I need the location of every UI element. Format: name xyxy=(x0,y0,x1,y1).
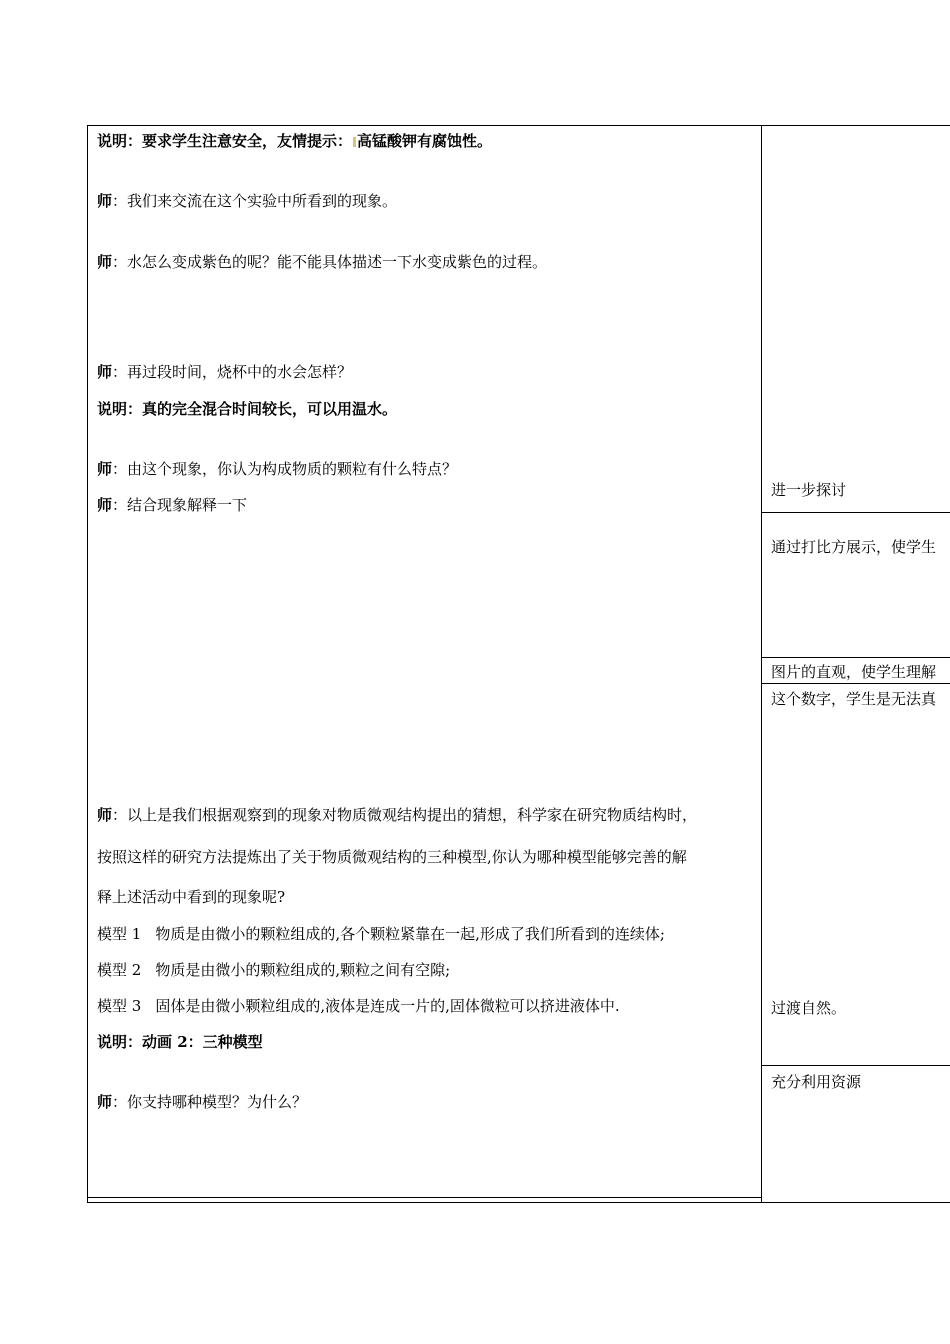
teacher-tag: 师 xyxy=(97,1093,113,1111)
note-image: 图片的直观，使学生理解 xyxy=(771,663,937,681)
table-bottom-border xyxy=(87,1202,950,1203)
teacher-text: ：再过段时间，烧杯中的水会怎样？ xyxy=(112,363,353,381)
teacher-tag: 师 xyxy=(97,806,113,824)
model-1 xyxy=(97,923,665,944)
right-row-divider-3 xyxy=(761,683,950,684)
teacher-line-4 xyxy=(97,458,457,479)
note-safety-text: 说明：要求学生注意安全，友情提示： xyxy=(97,132,353,150)
teacher-line-3 xyxy=(97,361,352,382)
teacher-tag: 师 xyxy=(97,363,113,381)
model-text: 物质是由微小的颗粒组成的,各个颗粒紧靠在一起,形成了我们所看到的连续体; xyxy=(155,925,665,943)
note-further-discussion: 进一步探讨 xyxy=(771,481,847,499)
teacher-line-6-cont: 按照这样的研究方法提炼出了关于物质微观结构的三种模型,你认为哪种模型能够完善的解 xyxy=(97,848,687,866)
teacher-text: ：我们来交流在这个实验中所看到的现象。 xyxy=(112,192,398,210)
table-bottom-inner-border xyxy=(87,1197,761,1198)
model-2 xyxy=(97,959,450,980)
note-animation: 说明：动画 2：三种模型 xyxy=(97,1033,263,1051)
model-label: 模型 3 xyxy=(97,997,142,1015)
teacher-line-5 xyxy=(97,494,247,515)
highlight-mark xyxy=(353,137,356,147)
right-row-divider-1 xyxy=(761,512,950,513)
model-label: 模型 2 xyxy=(97,961,142,979)
teacher-text: ：水怎么变成紫色的呢？能不能具体描述一下水变成紫色的过程。 xyxy=(112,253,548,271)
model-text: 物质是由微小的颗粒组成的,颗粒之间有空隙; xyxy=(155,961,451,979)
table-column-divider xyxy=(761,125,762,1203)
table-top-border xyxy=(87,125,950,126)
note-warm-water: 说明：真的完全混合时间较长，可以用温水。 xyxy=(97,400,398,418)
teacher-line-1 xyxy=(97,190,397,211)
teacher-line-2 xyxy=(97,251,547,272)
teacher-text: ：你支持哪种模型？为什么？ xyxy=(112,1093,308,1111)
teacher-tag: 师 xyxy=(97,192,113,210)
note-transition: 过渡自然。 xyxy=(771,999,847,1017)
teacher-tag: 师 xyxy=(97,253,113,271)
teacher-text: ：结合现象解释一下 xyxy=(112,496,248,514)
model-label: 模型 1 xyxy=(97,925,142,943)
model-text: 固体是由微小颗粒组成的,液体是连成一片的,固体微粒可以挤进液体中. xyxy=(155,997,620,1015)
right-row-divider-2 xyxy=(761,657,950,658)
note-analogy: 通过打比方展示，使学生 xyxy=(771,538,937,556)
right-row-divider-4 xyxy=(761,1065,950,1066)
note-safety-warning: 高锰酸钾有腐蚀性。 xyxy=(357,132,493,150)
model-3 xyxy=(97,995,620,1016)
teacher-text: ：以上是我们根据观察到的现象对物质微观结构提出的猜想，科学家在研究物质结构时， xyxy=(112,806,698,824)
teacher-line-7 xyxy=(97,1091,307,1112)
teacher-tag: 师 xyxy=(97,460,113,478)
teacher-tag: 师 xyxy=(97,496,113,514)
note-safety xyxy=(97,130,492,151)
teacher-line-6 xyxy=(97,804,697,825)
note-resources: 充分利用资源 xyxy=(771,1073,862,1091)
note-number: 这个数字，学生是无法真 xyxy=(771,690,937,708)
teacher-line-6-end: 释上述活动中看到的现象呢? xyxy=(97,888,286,906)
teacher-text: ：由这个现象，你认为构成物质的颗粒有什么特点？ xyxy=(112,460,458,478)
table-left-border xyxy=(87,125,88,1203)
